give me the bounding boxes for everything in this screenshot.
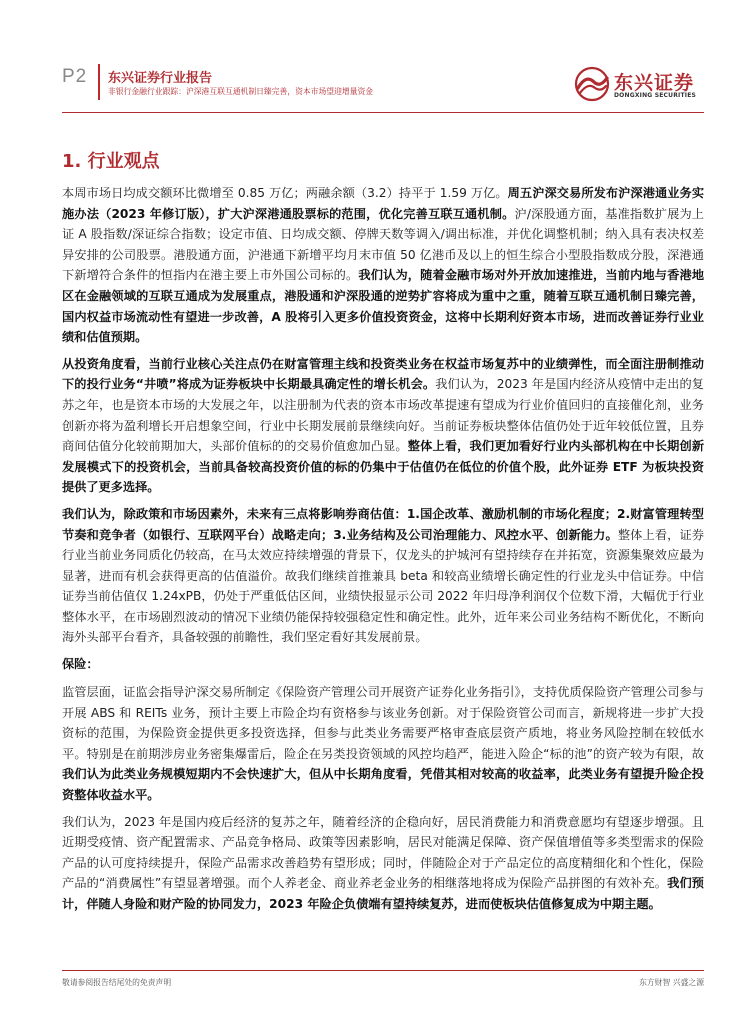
bold-text: 我们认为，随着金融市场对外开放加速推进，当前内地与香港地区在金融领域的互联互通成为发展重点，港股通和沪深股通的逆势扩容将成为重中之重，随着互联互通机制日臻完善，国内权益市场流动性有望进一步改善，A 股将引入更多价值投资资金，这将中长期利好资本市场，进而改善证券行业业绩和估值预期。 (62, 268, 705, 345)
paragraph-market-summary (62, 183, 704, 348)
paragraph-valuation-factors (62, 504, 704, 648)
logo-chinese-name: 东兴证券 (614, 72, 695, 94)
footer-slogan: 东方财智 兴盛之源 (639, 978, 704, 987)
bold-text: 周五沪深交易所发布沪深港通业务实施办法（2023 年修订版），扩大沪深港通股票标的范围，优化完善互联互通机制。 (62, 186, 705, 221)
text: 本周市场日均成交额环比微增至 0.85 万亿；两融余额（3.2）持平于 1.59 万亿。 (62, 186, 508, 200)
paragraph-insurance-regulation (62, 682, 704, 806)
text: 监管层面，证监会指导沪深交易所制定《保险资产管理公司开展资产证券化业务指引》，支持优质保险资产管理公司参与开展 ABS 和 REITs 业务，预计主要上市险企均有资格参与该业务创新。对于保险资管公司而言，新规将进一步扩大投资标的范围，为保险资金提供更多投资选择，但参与此类业务需要严格审查底层资产质地，将业务风险控制在较低水平。特别是在前期涉房业务密集爆雷后，险企在另类投资领域的风控均趋严，能进入险企“标的池”的资产较为有限，故 (62, 685, 704, 761)
company-logo (574, 64, 704, 104)
footer-rule (62, 970, 704, 971)
logo-mark-icon (574, 66, 610, 102)
bold-text: 从投资角度看，当前行业核心关注点仍在财富管理主线和投资类业务在权益市场复苏中的业绩弹性，而全面注册制推动下的投行业务“井喷”将成为证券板块中长期最具确定性的增长机会。 (62, 356, 704, 392)
header-divider (98, 64, 100, 100)
page-header (0, 0, 755, 120)
section-title: 1. 行业观点 (62, 151, 160, 172)
bold-text: 我们认为此类业务规模短期内不会快速扩大，但从中长期角度看，凭借其相对较高的收益率，此类业务有望提升险企投资整体收益水平。 (62, 767, 704, 803)
report-subtitle: 非银行金融行业跟踪：沪深港互联互通机制日臻完善，资本市场望迎增量资金 (108, 87, 374, 96)
main-content (62, 183, 704, 921)
text: 沪/深股通方面，基准指数扩展为上证 A 股指数/深证综合指数；设定市值、日均成交额、停牌天数等调入/调出标准，并优化调整机制；纳入具有表决权差异安排的公司股票。港股通方面，沪港通下新增平均月末市值 50 亿港币及以上的恒生综合小型股指数成分股，深港通下新增符合条件的恒指内在港主要上市外国公司标的。 (62, 206, 704, 283)
paragraph-investment-view (62, 354, 704, 498)
paragraph-insurance-outlook (62, 812, 704, 915)
subhead-insurance: 保险： (62, 657, 99, 672)
bold-text: 我们预计，伴随人身险和财产险的协同发力，2023 年险企负债端有望持续复苏，进而使板块估值修复成为中期主题。 (62, 876, 704, 911)
bold-text: 我们认为，除政策和市场因素外，未来有三点将影响券商估值：1.国企改革、激励机制的市场化程度；2.财富管理转型节奏和竞争者（如银行、互联网平台）战略走向；3.业务结构及公司治理能力、风控水平、创新能力。 (62, 506, 704, 542)
logo-english-name: DONGXING SECURITIES (614, 92, 697, 99)
report-title: 东兴证券行业报告 (108, 71, 213, 86)
text: 整体上看，证券行业当前业务同质化仍较高，在马太效应持续增强的背景下，仅龙头的护城河有望持续存在并拓宽，资源集聚效应最为显著，进而有机会获得更高的估值溢价。故我们继续首推兼具 beta 和较高业绩增长确定性的行业龙头中信证券。中信证券当前估值仅 1.24xPB，仍处于严重低估区间，业绩快报显示公司 2022 年归母净利润仅个位数下滑，大幅优于行业整体水平，在市场剧烈波动的情况下业绩仍能保持较强稳定性和确定性。此外，近年来公司业务结构不断优化，不断向海外头部平台看齐，具备较强的前瞻性，我们坚定看好其发展前景。 (62, 527, 705, 645)
bold-text: 整体上看，我们更加看好行业内头部机构在中长期创新发展模式下的投资机会，当前具备较高投资价值的标的仍集中于估值仍在低位的价值个股，此外证券 ETF 为板块投资提供了更多选择。 (62, 439, 705, 495)
disclaimer-note: 敬请参阅报告结尾处的免责声明 (62, 978, 172, 987)
header-rule (62, 112, 704, 113)
text: 我们认为，2023 年是国内经济从疫情中走出的复苏之年，也是资本市场的大发展之年，以注册制为代表的资本市场改革提速有望成为行业价值回归的直接催化剂，业务创新亦将为盈利增长开启想象空间，行业中长期发展前景继续向好。当前证券板块整体估值仍处于近年较低位置，且券商间估值分化较前期加大，头部价值标的的交易价值愈加凸显。 (62, 377, 704, 454)
page-number: P2 (62, 66, 88, 87)
text: 我们认为，2023 年是国内疫后经济的复苏之年，随着经济的企稳向好，居民消费能力和消费意愿均有望逐步增强。且近期受疫情、资产配置需求、产品竞争格局、政策等因素影响，居民对能满足保障、资产保值增值等多类型需求的保险产品的认可度持续提升，保险产品需求改善趋势有望形成；同时，伴随险企对于产品定位的高度精细化和个性化，保险产品的“消费属性”有望显著增强。而个人养老金、商业养老金业务的相继落地将成为保险产品拼图的有效补充。 (62, 814, 704, 891)
